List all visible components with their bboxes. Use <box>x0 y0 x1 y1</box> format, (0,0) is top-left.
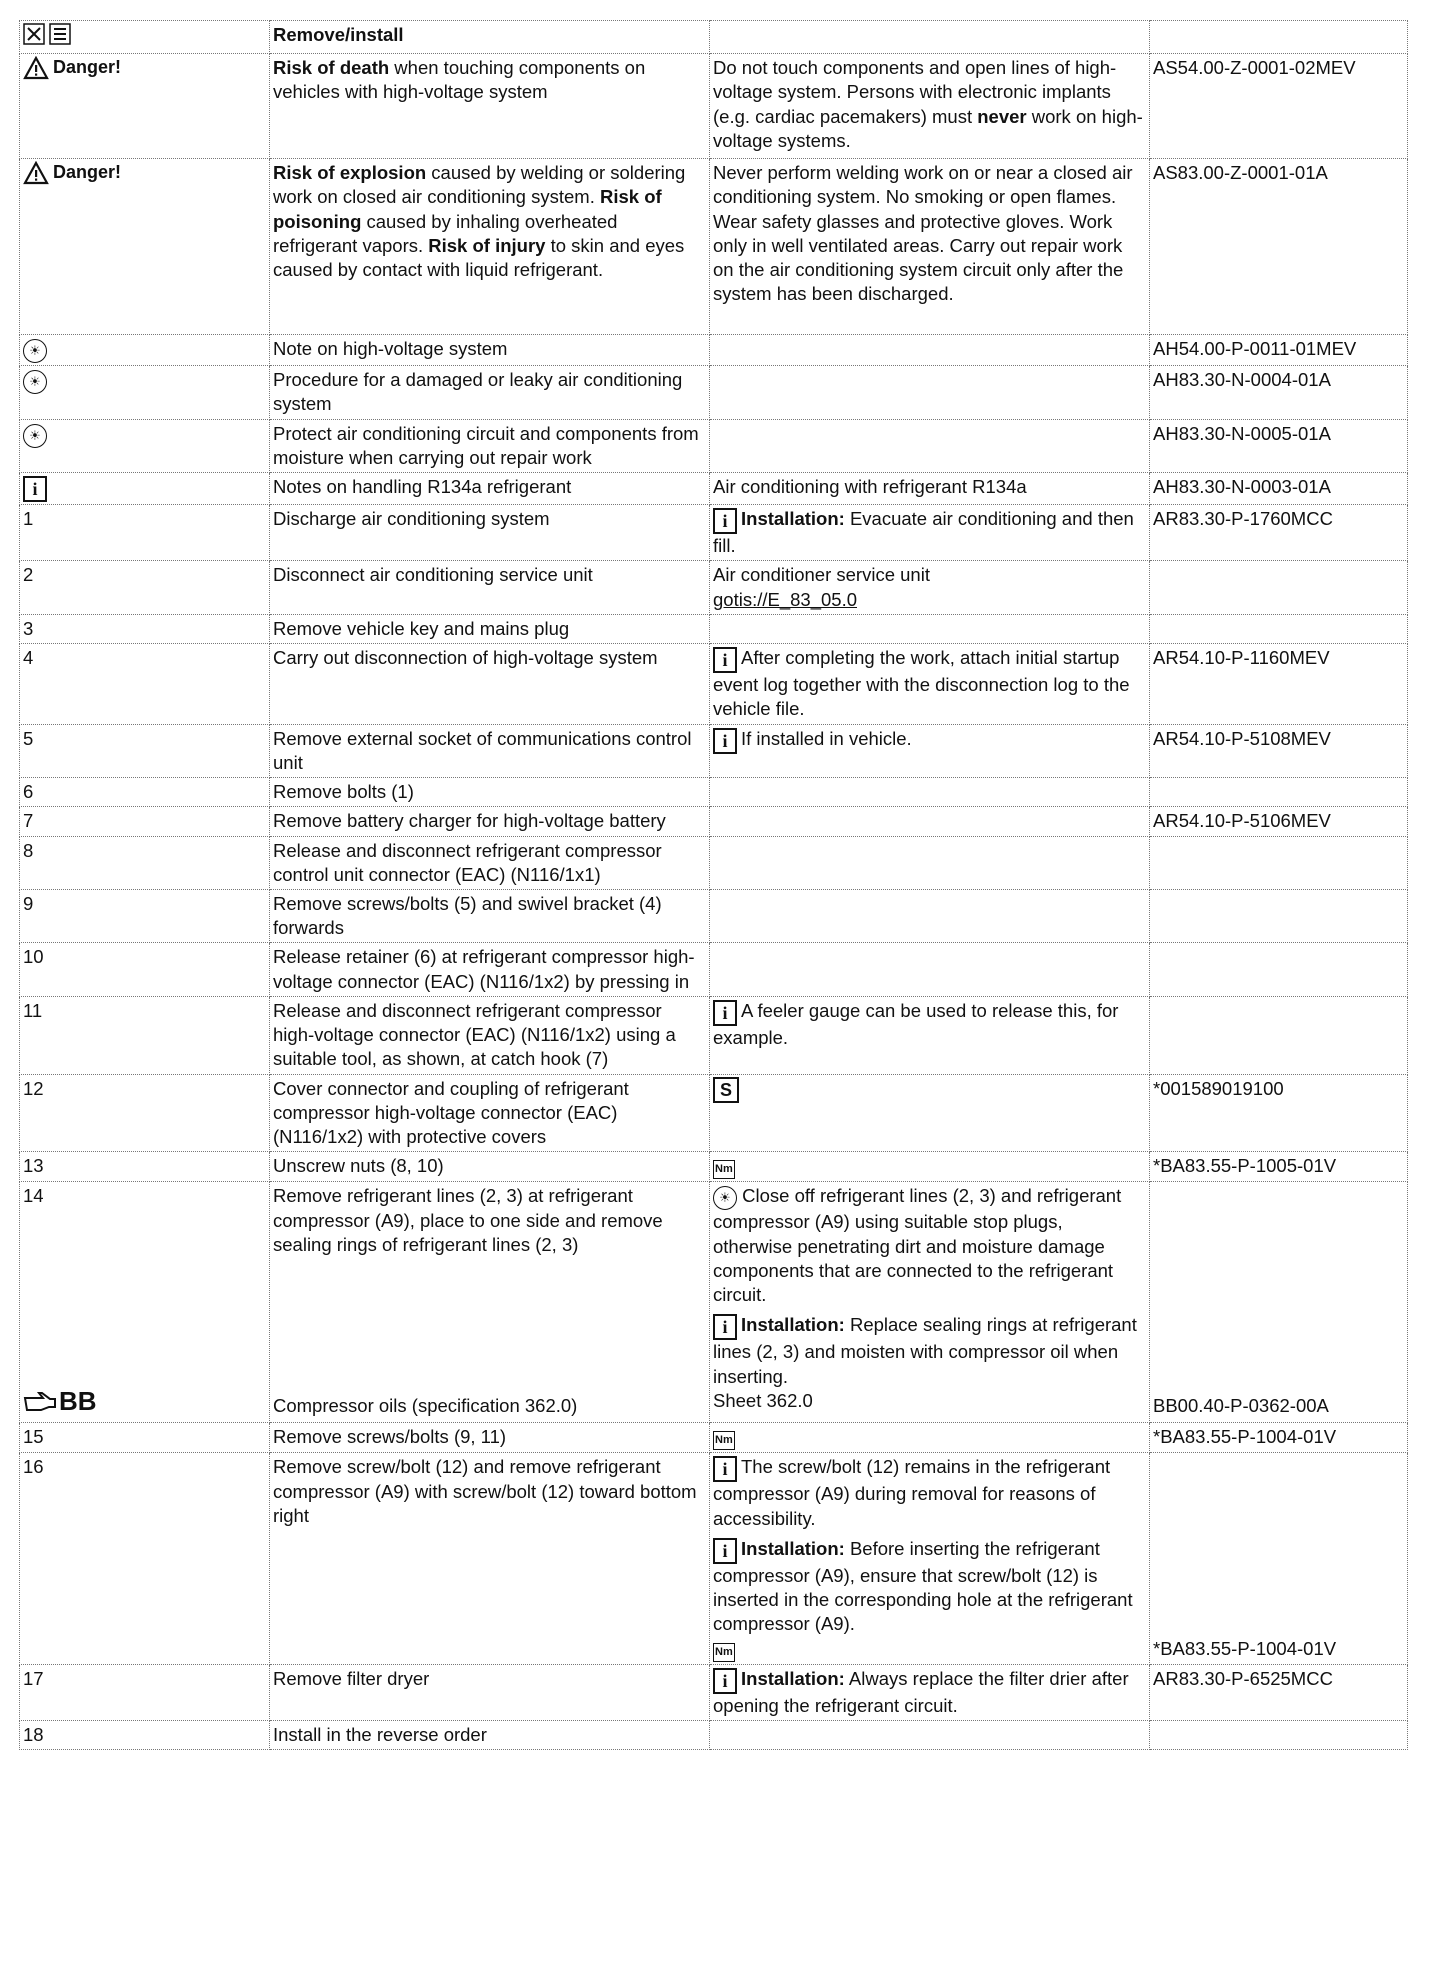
step-row: 1 Discharge air conditioning system i Installation: Evacuate air conditioning and then fill. AR83.30-P-1760MCC <box>20 505 1408 561</box>
header-title: Remove/install <box>270 21 710 54</box>
step-row: 12 Cover connector and coupling of refrigerant compressor high-voltage connector (EAC) (N116/1x2) with protective covers S *001589019100 <box>20 1074 1408 1152</box>
step-number: 16 <box>20 1453 270 1664</box>
service-unit-link[interactable]: gotis://E_83_05.0 <box>713 588 857 610</box>
step-number: 5 <box>20 724 270 777</box>
reference: *001589019100 <box>1150 1074 1408 1152</box>
header-row <box>20 21 1408 54</box>
step-row: 9 Remove screws/bolts (5) and swivel bracket (4) forwards <box>20 889 1408 942</box>
reference: *BA83.55-P-1004-01V <box>1150 1423 1408 1453</box>
reference: AH83.30-N-0003-01A <box>1150 473 1408 505</box>
reference: AH83.30-N-0004-01A <box>1150 366 1408 419</box>
step-row: 14 BB Remove refrigerant lines (2, 3) at refrigerant compressor (A9), place to one side and remove sealing rings of refrigerant lines (2, 3) Compressor oils (specification 362.0) ☀ Close off refrigerant lines (2, 3) and refrigerant compressor (A9) using suitable stop plugs, otherwise penetrating dirt and moisture damage components that are connected to the refrigerant circuit. i Installation: Replace sealing rings at refrigerant lines (2, 3) and moisten with compressor oil when inserting. Sheet 362.0 BB00.40-P-0362-00A <box>20 1182 1408 1423</box>
reference: AR54.10-P-5108MEV <box>1150 724 1408 777</box>
step-row: 8 Release and disconnect refrigerant compressor control unit connector (EAC) (N116/1x1) <box>20 836 1408 889</box>
step-number: 1 <box>20 505 270 561</box>
step-row: 16 Remove screw/bolt (12) and remove refrigerant compressor (A9) with screw/bolt (12) toward bottom right i The screw/bolt (12) remains in the refrigerant compressor (A9) during removal for reasons of accessibility. i Installation: Before inserting the refrigerant compressor (A9), ensure that screw/bolt (12) is inserted in the corresponding hole at the refrigerant compressor (A9). Nm *BA83.55-P-1004-01V <box>20 1453 1408 1664</box>
danger-label: Danger! <box>23 161 121 185</box>
step-number: 2 <box>20 561 270 614</box>
danger-row: Danger! Risk of death when touching components on vehicles with high-voltage system Do not touch components and open lines of high-voltage system. Persons with electronic implants (e.g. cardiac pacemakers) must never work on high-voltage systems. AS54.00-Z-0001-02MEV <box>20 54 1408 159</box>
step-number: 14 <box>23 1185 44 1207</box>
step-row: 5 Remove external socket of communications control unit i If installed in vehicle. AR54.10-P-5108MEV <box>20 724 1408 777</box>
note-row: ☀ Protect air conditioning circuit and components from moisture when carrying out repair work AH83.30-N-0005-01A <box>20 419 1408 472</box>
step-row: 3 Remove vehicle key and mains plug <box>20 614 1408 643</box>
procedure-table <box>19 20 1408 1750</box>
step-row: 11 Release and disconnect refrigerant compressor high-voltage connector (EAC) (N116/1x2) using a suitable tool, as shown, at catch hook (7) i A feeler gauge can be used to release this, for example. <box>20 996 1408 1074</box>
pointing-hand-icon <box>23 1390 57 1412</box>
step-row: 4 Carry out disconnection of high-voltage system i After completing the work, attach initial startup event log together with the disconnection log to the vehicle file. AR54.10-P-1160MEV <box>20 644 1408 724</box>
step-number: 11 <box>20 996 270 1074</box>
note-row: ☀ Note on high-voltage system AH54.00-P-0011-01MEV <box>20 335 1408 366</box>
note-row: ☀ Procedure for a damaged or leaky air conditioning system AH83.30-N-0004-01A <box>20 366 1408 419</box>
info-icon: i <box>23 476 47 502</box>
note-icon: ☀ <box>713 1186 737 1210</box>
step-number: 10 <box>20 943 270 996</box>
step-number: 17 <box>20 1664 270 1720</box>
reference: AR54.10-P-1160MEV <box>1150 644 1408 724</box>
step-row: 6 Remove bolts (1) <box>20 778 1408 807</box>
reference: AS54.00-Z-0001-02MEV <box>1150 54 1408 159</box>
step-number: 4 <box>20 644 270 724</box>
info-row: i Notes on handling R134a refrigerant Air conditioning with refrigerant R134a AH83.30-N-0003-01A <box>20 473 1408 505</box>
reference: *BA83.55-P-1004-01V <box>1153 1638 1337 1660</box>
step-number: 3 <box>20 614 270 643</box>
info-icon: i <box>713 1456 737 1482</box>
info-icon: i <box>713 647 737 673</box>
reference: AS83.00-Z-0001-01A <box>1150 159 1408 335</box>
step-number: 13 <box>20 1152 270 1182</box>
step-row: 18 Install in the reverse order <box>20 1720 1408 1749</box>
reference: AH83.30-N-0005-01A <box>1150 419 1408 472</box>
reference: AR83.30-P-6525MCC <box>1150 1664 1408 1720</box>
install-icon <box>49 23 71 45</box>
step-number: 15 <box>20 1423 270 1453</box>
step-number: 8 <box>20 836 270 889</box>
remove-install-icons <box>23 23 71 45</box>
step-number: 7 <box>20 807 270 836</box>
info-icon: i <box>713 1314 737 1340</box>
reference: *BA83.55-P-1005-01V <box>1150 1152 1408 1182</box>
warning-triangle-icon <box>23 56 49 80</box>
remove-icon <box>23 23 45 45</box>
step-row: 15 Remove screws/bolts (9, 11) Nm *BA83.55-P-1004-01V <box>20 1423 1408 1453</box>
step-number: 6 <box>20 778 270 807</box>
bb-label: BB <box>23 1384 97 1418</box>
danger-row: Danger! Risk of explosion caused by welding or soldering work on closed air conditioning system. Risk of poisoning caused by inhaling overheated refrigerant vapors. Risk of injury to skin and eyes caused by contact with liquid refrigerant. Never perform welding work on or near a closed air conditioning system. No smoking or open flames. Wear safety glasses and protective gloves. Work only in well ventilated areas. Carry out repair work on the air conditioning system circuit only after the system has been discharged. AS83.00-Z-0001-01A <box>20 159 1408 335</box>
warning-triangle-icon <box>23 161 49 185</box>
step-row: 2 Disconnect air conditioning service unit Air conditioner service unit gotis://E_83_05.0 <box>20 561 1408 614</box>
info-icon: i <box>713 728 737 754</box>
reference: AR83.30-P-1760MCC <box>1150 505 1408 561</box>
torque-icon: Nm <box>713 1160 735 1179</box>
step-row: 17 Remove filter dryer i Installation: Always replace the filter drier after opening the refrigerant circuit. AR83.30-P-6525MCC <box>20 1664 1408 1720</box>
danger-label: Danger! <box>23 56 121 80</box>
info-icon: i <box>713 508 737 534</box>
special-tool-icon: S <box>713 1077 739 1103</box>
step-row: 13 Unscrew nuts (8, 10) Nm *BA83.55-P-1005-01V <box>20 1152 1408 1182</box>
step-row: 7 Remove battery charger for high-voltage battery AR54.10-P-5106MEV <box>20 807 1408 836</box>
info-icon: i <box>713 1000 737 1026</box>
info-icon: i <box>713 1668 737 1694</box>
note-icon: ☀ <box>23 339 47 363</box>
reference: AH54.00-P-0011-01MEV <box>1150 335 1408 366</box>
reference: AR54.10-P-5106MEV <box>1150 807 1408 836</box>
step-row: 10 Release retainer (6) at refrigerant compressor high-voltage connector (EAC) (N116/1x2) by pressing in <box>20 943 1408 996</box>
note-icon: ☀ <box>23 370 47 394</box>
reference: BB00.40-P-0362-00A <box>1153 1395 1329 1417</box>
step-number: 9 <box>20 889 270 942</box>
info-icon: i <box>713 1538 737 1564</box>
torque-icon: Nm <box>713 1431 735 1450</box>
step-number: 12 <box>20 1074 270 1152</box>
step-number: 18 <box>20 1720 270 1749</box>
note-icon: ☀ <box>23 424 47 448</box>
torque-icon: Nm <box>713 1643 735 1662</box>
